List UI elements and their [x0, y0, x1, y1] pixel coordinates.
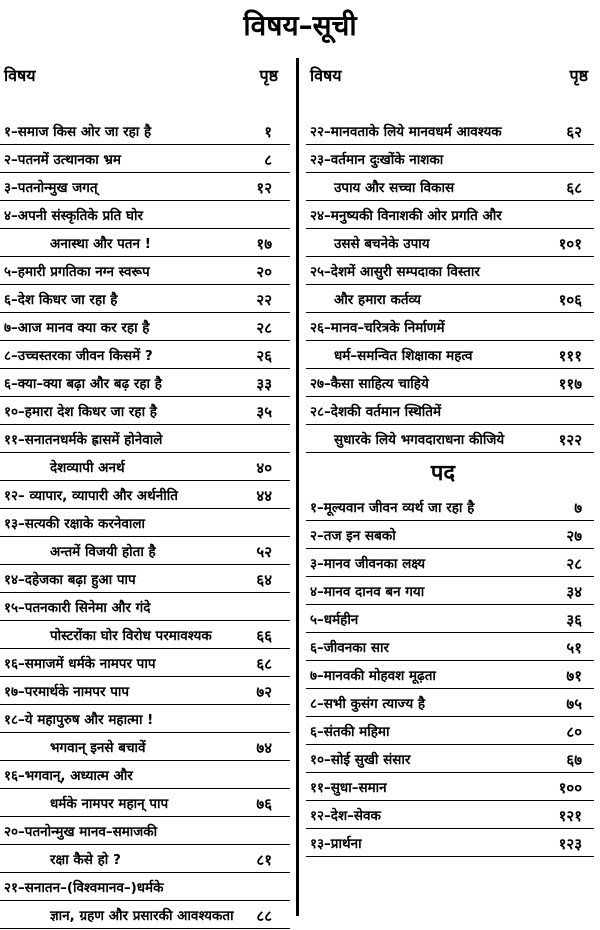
toc-entry: [0, 398, 290, 426]
toc-entry-title: २६–मानव–चरित्रके निर्माणमें: [310, 320, 445, 336]
toc-entry-page: २२: [256, 291, 272, 309]
toc-entry: [306, 774, 600, 802]
toc-entry-page: ५२: [256, 543, 272, 561]
toc-entry-page: १००: [558, 779, 582, 797]
toc-entry-page: ७६: [256, 795, 272, 813]
toc-entry-page: ८०: [566, 723, 582, 741]
toc-entry: [0, 118, 290, 146]
pad-section-heading: पद: [430, 461, 456, 486]
toc-entry-page: ८८: [256, 907, 272, 925]
entry-underline: [0, 872, 290, 873]
toc-entry-title: १३–प्रार्थना: [310, 836, 362, 852]
entry-underline: [306, 632, 594, 633]
toc-entry-title: ६–संतकी महिमा: [310, 724, 390, 740]
toc-entry-title: ३–पतनोन्मुख जगत्: [4, 180, 98, 196]
toc-entry: [0, 538, 290, 566]
entry-underline: [306, 548, 594, 549]
page-heading: पृष्ठ: [569, 66, 588, 85]
toc-entry-page: २०: [256, 263, 272, 281]
toc-entry: [0, 594, 290, 622]
toc-entry: [306, 146, 600, 174]
toc-entry: [0, 174, 290, 202]
toc-entry-title: ६–देश किधर जा रहा है: [4, 292, 118, 308]
toc-entry-title: २–तज इन सबको: [310, 528, 396, 544]
toc-entry-title: ७–मानवकी मोहवश मूढ़ता: [310, 668, 436, 684]
toc-entry-title: १–मूल्यवान जीवन व्यर्थ जा रहा है: [310, 500, 475, 516]
toc-entry-page: ६८: [256, 655, 272, 673]
toc-entry-title: १७–परमार्थके नामपर पाप: [4, 684, 130, 700]
toc-entry-page: ३५: [256, 403, 272, 421]
toc-entry: [0, 566, 290, 594]
subject-heading: विषय: [4, 66, 36, 85]
entry-underline: [0, 368, 290, 369]
toc-entry: [306, 426, 600, 454]
toc-entry: [306, 522, 600, 550]
toc-entry: [0, 678, 290, 706]
toc-entry: [0, 286, 290, 314]
toc-entry-title: ५–धर्महीन: [310, 612, 359, 628]
toc-entry: [306, 662, 600, 690]
toc-entry-title: ५–हमारी प्रगतिका नग्न स्वरूप: [4, 264, 150, 280]
entry-underline: [0, 172, 290, 173]
toc-entry-page: १२३: [558, 835, 582, 853]
entry-underline: [0, 704, 290, 705]
entry-underline: [0, 620, 290, 621]
toc-entry-page: ७५: [566, 695, 582, 713]
toc-entry: [306, 230, 600, 258]
right-column: [306, 58, 600, 858]
toc-entry-page: ५१: [566, 639, 582, 657]
toc-entry-title: २–पतनमें उत्थानका भ्रम: [4, 152, 121, 168]
entry-underline: [306, 660, 594, 661]
toc-entry-page: ६२: [566, 123, 582, 141]
entry-underline: [0, 816, 290, 817]
toc-entry: [0, 314, 290, 342]
entry-underline: [306, 312, 594, 313]
column-divider: [296, 58, 299, 916]
toc-entry: [306, 370, 600, 398]
entry-underline: [0, 424, 290, 425]
toc-entry: [306, 578, 600, 606]
entry-underline: [0, 928, 290, 929]
page-heading: पृष्ठ: [259, 66, 278, 85]
toc-entry: [0, 650, 290, 678]
toc-entry: [306, 606, 600, 634]
entry-underline: [0, 844, 290, 845]
toc-entry: [306, 690, 600, 718]
toc-entry-title: उससे बचनेके उपाय: [334, 236, 430, 252]
toc-entry-title: अनास्था और पतन !: [50, 236, 151, 252]
toc-entry-title: १६–भगवान्, अध्यात्म और: [4, 768, 133, 784]
entry-underline: [0, 760, 290, 761]
toc-entry-page: १: [264, 123, 272, 141]
toc-entry: [0, 902, 290, 930]
toc-entry-page: १२: [256, 179, 272, 197]
toc-entry-page: २६: [256, 347, 272, 365]
toc-entry: [0, 230, 290, 258]
entry-underline: [306, 772, 594, 773]
page-title: विषय–सूची: [243, 9, 357, 42]
toc-entry: [0, 790, 290, 818]
entry-underline: [0, 480, 290, 481]
toc-entry: [0, 734, 290, 762]
toc-entry-title: ७–आज मानव क्या कर रहा है: [4, 320, 150, 336]
toc-entry-title: ८–उच्चस्तरका जीवन किसमें ?: [4, 348, 153, 364]
toc-entry-title: पोस्टरोंका घोर विरोध परमावश्यक: [50, 628, 212, 644]
entry-underline: [306, 284, 594, 285]
toc-entry-title: सुधारके लिये भगवदाराधना कीजिये: [334, 432, 505, 448]
entry-underline: [0, 144, 290, 145]
left-column: [0, 58, 290, 930]
toc-entry-page: २७: [566, 527, 582, 545]
toc-entry: [0, 762, 290, 790]
entry-underline: [306, 172, 594, 173]
toc-entry-page: ३४: [566, 583, 582, 601]
toc-entry: [0, 622, 290, 650]
entry-underline: [0, 676, 290, 677]
entry-underline: [0, 900, 290, 901]
toc-entry: [0, 146, 290, 174]
toc-entry: [0, 202, 290, 230]
toc-entry-page: ८: [264, 151, 272, 169]
toc-entry-title: १८–ये महापुरुष और महात्मा !: [4, 712, 154, 728]
toc-entry-page: ३३: [256, 375, 272, 393]
toc-entry-page: ८१: [256, 851, 272, 869]
subject-heading: विषय: [310, 66, 342, 85]
toc-entry-title: २१–सनातन–(विश्वमानव–)धर्मके: [4, 880, 164, 896]
toc-entry-title: ८–सभी कुसंग त्याज्य है: [310, 696, 426, 712]
toc-entry-title: भगवान् इनसे बचावें: [50, 740, 146, 756]
toc-entry: [0, 510, 290, 538]
entry-underline: [0, 732, 290, 733]
entry-underline: [306, 744, 594, 745]
toc-entry: [0, 258, 290, 286]
toc-entry: [306, 286, 600, 314]
toc-entry: [306, 802, 600, 830]
entry-underline: [306, 856, 594, 857]
toc-entry-page: ३६: [566, 611, 582, 629]
toc-entry-title: १०–सोई सुखी संसार: [310, 752, 411, 768]
toc-entry-title: २८–देशकी वर्तमान स्थितिमें: [310, 404, 442, 420]
entry-underline: [0, 536, 290, 537]
toc-entry-title: १३–सत्यकी रक्षाके करनेवाला: [4, 516, 146, 532]
toc-entry-page: १११: [558, 347, 582, 365]
toc-entry-page: ६४: [256, 571, 272, 589]
toc-entry: [306, 174, 600, 202]
entry-underline: [0, 788, 290, 789]
toc-entry-page: २८: [566, 555, 582, 573]
entry-underline: [0, 200, 290, 201]
entry-underline: [0, 648, 290, 649]
entry-underline: [0, 256, 290, 257]
toc-entry-page: १७: [256, 235, 272, 253]
entry-underline: [306, 368, 594, 369]
toc-entry-page: ४४: [256, 487, 272, 505]
toc-entry-title: धर्म–समन्वित शिक्षाका महत्व: [334, 348, 473, 364]
toc-entry-title: अन्तमें विजयी होता है: [50, 544, 156, 560]
toc-entry: [0, 482, 290, 510]
entry-underline: [306, 688, 594, 689]
entry-underline: [0, 396, 290, 397]
right-column-header: [306, 58, 600, 118]
toc-entry-title: १५–पतनकारी सिनेमा और गंदे: [4, 600, 151, 616]
entry-underline: [306, 716, 594, 717]
toc-entry-page: ११७: [558, 375, 582, 393]
toc-entry: [0, 818, 290, 846]
toc-entry-page: ४०: [256, 459, 272, 477]
toc-entry-title: ४–मानव दानव बन गया: [310, 584, 425, 600]
entry-underline: [306, 424, 594, 425]
toc-entry: [0, 342, 290, 370]
toc-entry: [306, 258, 600, 286]
entry-underline: [306, 396, 594, 397]
entry-underline: [0, 312, 290, 313]
entry-underline: [0, 564, 290, 565]
toc-entry-page: ७२: [256, 683, 272, 701]
toc-entry-title: १६–समाजमें धर्मके नामपर पाप: [4, 656, 156, 672]
left-entry-list: [0, 118, 290, 930]
toc-entry-title: ६–क्या–क्या बढ़ा और बढ़ रहा है: [4, 376, 162, 392]
entry-underline: [0, 228, 290, 229]
entry-underline: [306, 228, 594, 229]
toc-entry-title: १–समाज किस ओर जा रहा है: [4, 124, 152, 140]
toc-entry: [0, 454, 290, 482]
toc-entry-title: धर्मके नामपर महान् पाप: [50, 796, 169, 812]
toc-entry-title: ११–सुधा–समान: [310, 780, 387, 796]
toc-entry-page: ६८: [566, 179, 582, 197]
entry-underline: [306, 520, 594, 521]
toc-entry-title: २२–मानवताके लिये मानवधर्म आवश्यक: [310, 124, 502, 140]
toc-entry-title: ३–मानव जीवनका लक्ष्य: [310, 556, 426, 572]
toc-entry: [0, 370, 290, 398]
right-entry-list: [306, 118, 600, 454]
toc-entry-title: ११–सनातनधर्मके ह्रासमें होनेवाले: [4, 432, 163, 448]
toc-entry: [306, 746, 600, 774]
entry-underline: [306, 200, 594, 201]
toc-entry: [306, 830, 600, 858]
toc-entry-title: रक्षा कैसे हो ?: [50, 852, 121, 868]
toc-entry: [0, 846, 290, 874]
toc-entry: [306, 342, 600, 370]
toc-entry-title: १२–देश–सेवक: [310, 808, 381, 824]
entry-underline: [0, 508, 290, 509]
toc-entry-title: ज्ञान, ग्रहण और प्रसारकी आवश्यकता: [50, 908, 234, 924]
entry-underline: [306, 256, 594, 257]
toc-entry-page: १२१: [558, 807, 582, 825]
toc-entry: [306, 550, 600, 578]
toc-entry: [306, 634, 600, 662]
toc-entry: [306, 494, 600, 522]
toc-entry-page: ६६: [256, 627, 272, 645]
toc-entry-title: २०–पतनोन्मुख मानव–समाजकी: [4, 824, 158, 840]
toc-entry-title: और हमारा कर्तव्य: [334, 292, 421, 308]
toc-entry-title: २५–देशमें आसुरी सम्पदाका विस्तार: [310, 264, 480, 280]
entry-underline: [306, 144, 594, 145]
toc-entry-title: १०–हमारा देश किधर जा रहा है: [4, 404, 157, 420]
toc-entry-title: २७–कैसा साहित्य चाहिये: [310, 376, 429, 392]
toc-entry-page: ७: [574, 499, 582, 517]
toc-entry-title: १२– व्यापार, व्यापारी और अर्थनीति: [4, 488, 178, 504]
entry-underline: [306, 576, 594, 577]
toc-entry: [306, 118, 600, 146]
entry-underline: [0, 452, 290, 453]
toc-entry-page: ७१: [566, 667, 582, 685]
toc-entry-page: १२२: [558, 431, 582, 449]
toc-entry: [306, 314, 600, 342]
toc-entry-title: उपाय और सच्चा विकास: [334, 180, 455, 196]
entry-underline: [0, 284, 290, 285]
toc-entry-page: ६७: [566, 751, 582, 769]
entry-underline: [306, 340, 594, 341]
toc-entry-page: १०१: [558, 235, 582, 253]
entry-underline: [306, 604, 594, 605]
toc-entry: [306, 202, 600, 230]
toc-entry-title: ६–जीवनका सार: [310, 640, 389, 656]
toc-entry: [306, 718, 600, 746]
toc-entry: [0, 874, 290, 902]
entry-underline: [306, 452, 594, 453]
toc-entry-title: २३–वर्तमान दुःखोंके नाशका: [310, 152, 444, 168]
toc-entry-title: २४–मनुष्यकी विनाशकी ओर प्रगति और: [310, 208, 502, 224]
toc-entry: [306, 398, 600, 426]
entry-underline: [306, 828, 594, 829]
toc-entry-title: देशव्यापी अनर्थ: [50, 460, 125, 476]
entry-underline: [0, 340, 290, 341]
toc-entry-page: २८: [256, 319, 272, 337]
toc-entry-page: ७४: [256, 739, 272, 757]
entry-underline: [306, 800, 594, 801]
toc-entry-title: १४–दहेजका बढ़ा हुआ पाप: [4, 572, 136, 588]
toc-entry: [0, 426, 290, 454]
toc-entry-title: ४–अपनी संस्कृतिके प्रति घोर: [4, 208, 144, 224]
toc-entry: [0, 706, 290, 734]
entry-underline: [0, 592, 290, 593]
left-column-header: [0, 58, 290, 118]
pad-entry-list: [306, 494, 600, 858]
toc-entry-page: १०६: [558, 291, 582, 309]
